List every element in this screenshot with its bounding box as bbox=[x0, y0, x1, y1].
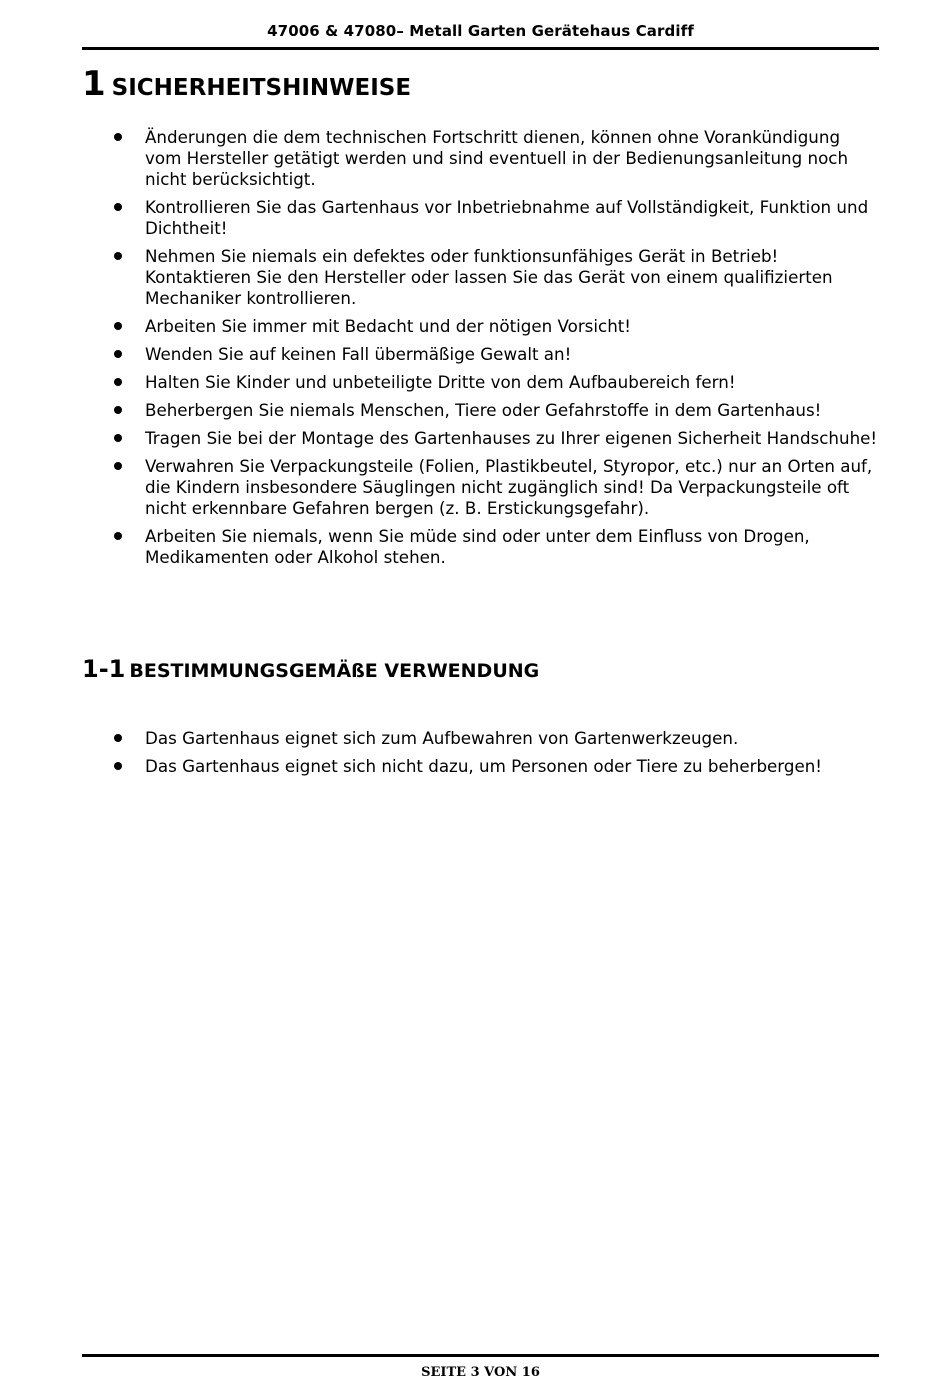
bullet-icon bbox=[114, 532, 122, 540]
list-item-text: Das Gartenhaus eignet sich nicht dazu, um Personen oder Tiere zu beherbergen! bbox=[145, 756, 822, 776]
list-item-text: Änderungen die dem technischen Fortschritt dienen, können ohne Vorankündigung vom Hersteller getätigt werden und sind eventuell in der Bedienungsanleitung noch nicht berücksichtigt. bbox=[145, 127, 849, 189]
document-header-title: 47006 & 47080– Metall Garten Gerätehaus Cardiff bbox=[267, 22, 694, 40]
usage-list bbox=[110, 728, 880, 784]
list-item-text: Arbeiten Sie niemals, wenn Sie müde sind oder unter dem Einfluss von Drogen, Medikamenten oder Alkohol stehen. bbox=[145, 526, 810, 567]
list-item bbox=[110, 372, 880, 393]
list-item bbox=[110, 756, 880, 777]
subsection-title: BESTIMMUNGSGEMÄßE VERWENDUNG bbox=[129, 660, 540, 682]
subsection-number: 1-1 bbox=[82, 655, 126, 683]
bullet-icon bbox=[114, 434, 122, 442]
list-item-text: Kontrollieren Sie das Gartenhaus vor Inbetriebnahme auf Vollständigkeit, Funktion und Dichtheit! bbox=[145, 197, 869, 238]
list-item-text: Tragen Sie bei der Montage des Gartenhauses zu Ihrer eigenen Sicherheit Handschuhe! bbox=[145, 428, 878, 448]
bullet-icon bbox=[114, 406, 122, 414]
footer-divider bbox=[82, 1354, 879, 1357]
header-divider bbox=[82, 47, 879, 50]
safety-list bbox=[110, 127, 880, 575]
section-number: 1 bbox=[82, 64, 106, 104]
list-item-text: Arbeiten Sie immer mit Bedacht und der nötigen Vorsicht! bbox=[145, 316, 631, 336]
list-item bbox=[110, 428, 880, 449]
section-heading bbox=[82, 64, 411, 104]
list-item-text: Wenden Sie auf keinen Fall übermäßige Gewalt an! bbox=[145, 344, 572, 364]
list-item-text: Verwahren Sie Verpackungsteile (Folien, Plastikbeutel, Styropor, etc.) nur an Orten auf, die Kindern insbesondere Säuglingen nicht zugänglich sind! Da Verpackungsteile oft nicht erkennbare Gefahren bergen (z. B. Erstickungsgefahr). bbox=[145, 456, 873, 518]
list-item-text: Halten Sie Kinder und unbeteiligte Dritte von dem Aufbaubereich fern! bbox=[145, 372, 736, 392]
bullet-icon bbox=[114, 252, 122, 260]
list-item bbox=[110, 728, 880, 749]
list-item-text: Nehmen Sie niemals ein defektes oder funktionsunfähiges Gerät in Betrieb! Kontaktieren Sie den Hersteller oder lassen Sie das Gerät von einem qualifizierten Mechaniker kontrollieren. bbox=[145, 246, 833, 308]
list-item bbox=[110, 316, 880, 337]
bullet-icon bbox=[114, 378, 122, 386]
list-item-text: Beherbergen Sie niemals Menschen, Tiere oder Gefahrstoffe in dem Gartenhaus! bbox=[145, 400, 822, 420]
bullet-icon bbox=[114, 734, 122, 742]
bullet-icon bbox=[114, 133, 122, 141]
bullet-icon bbox=[114, 762, 122, 770]
list-item bbox=[110, 526, 880, 568]
list-item bbox=[110, 344, 880, 365]
list-item-text: Das Gartenhaus eignet sich zum Aufbewahren von Gartenwerkzeugen. bbox=[145, 728, 739, 748]
bullet-icon bbox=[114, 203, 122, 211]
list-item bbox=[110, 197, 880, 239]
list-item bbox=[110, 246, 880, 309]
list-item bbox=[110, 127, 880, 190]
subsection-heading bbox=[82, 655, 539, 683]
list-item bbox=[110, 456, 880, 519]
bullet-icon bbox=[114, 322, 122, 330]
page-number: SEITE 3 VON 16 bbox=[421, 1365, 540, 1380]
bullet-icon bbox=[114, 350, 122, 358]
bullet-icon bbox=[114, 462, 122, 470]
section-title: SICHERHEITSHINWEISE bbox=[111, 75, 412, 101]
list-item bbox=[110, 400, 880, 421]
